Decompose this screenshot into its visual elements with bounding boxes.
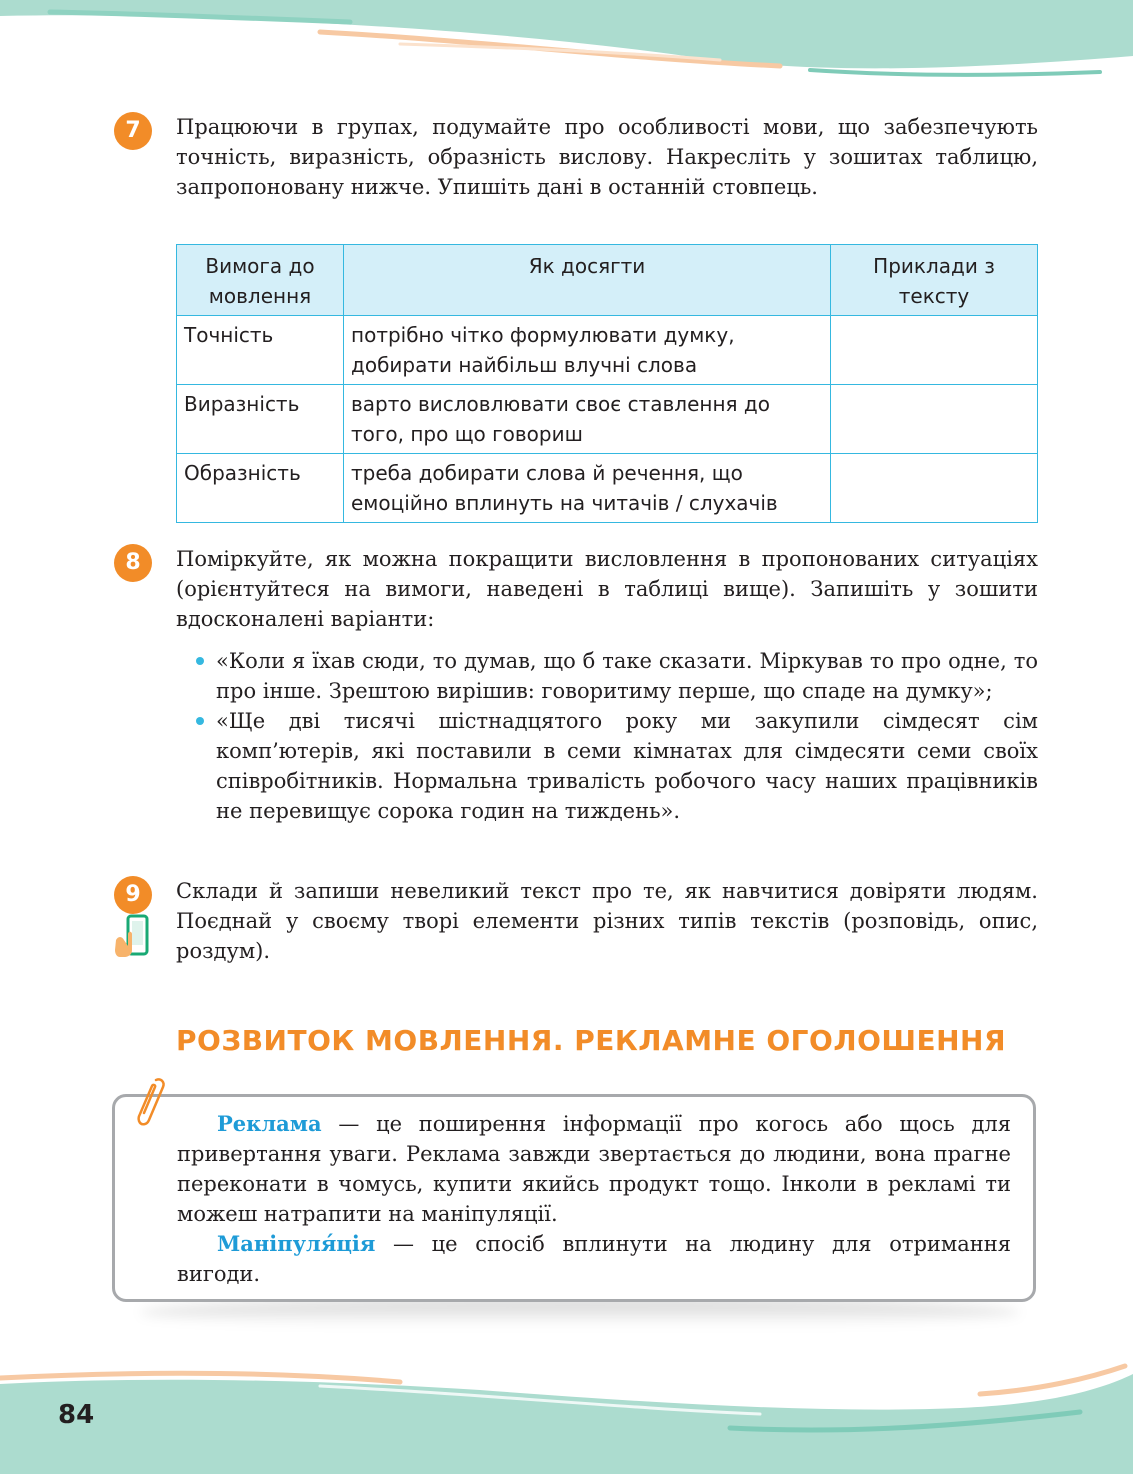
list-item <box>188 706 1038 826</box>
bullet-icon <box>196 717 204 725</box>
definition-box-shadow <box>140 1298 1020 1326</box>
task-8 <box>114 544 1038 634</box>
section-title: РОЗВИТОК МОВЛЕННЯ. РЕКЛАМНЕ ОГОЛОШЕННЯ <box>176 1024 1007 1057</box>
table-cell-how: варто висловлювати своє ставлення до того, про що говориш <box>344 385 831 454</box>
task-8-text: Поміркуйте, як можна покращити висловлення в пропонованих ситуаціях (орієнтуйтеся на вимоги, наведені в таблиці вище). Запишіть у зошити вдосконалені варіанти: <box>176 547 1038 631</box>
task-number-badge: 8 <box>114 544 152 582</box>
table-cell-how: потрібно чітко формулювати думку, добирати найбільш влучні слова <box>344 316 831 385</box>
task-9 <box>114 876 1038 966</box>
definition-paragraph <box>177 1229 1011 1289</box>
table-cell-examples <box>831 316 1038 385</box>
definition-box <box>112 1094 1036 1302</box>
table-row <box>177 385 1038 454</box>
table-cell-requirement: Точність <box>177 316 344 385</box>
task-number-badge: 7 <box>114 112 152 150</box>
task-7-text: Працюючи в групах, подумайте про особливості мови, що забезпечують точність, виразність, образність вислову. Накресліть у зошитах таблицю, запропоновану нижче. Упишіть дані в останній стовпець. <box>176 115 1038 199</box>
paperclip-icon <box>134 1076 168 1130</box>
table-header-row <box>177 245 1038 316</box>
task-9-text: Склади й запиши невеликий текст про те, як навчитися довіряти людям. Поєднай у своєму творі елементи різних типів текстів (розповідь, опис, роздум). <box>176 879 1038 963</box>
table-row <box>177 454 1038 523</box>
table-header-cell: Як досягти <box>344 245 831 316</box>
definition-term: Реклама <box>217 1111 322 1136</box>
requirements-table <box>176 244 1038 523</box>
table-header-cell: Вимога до мовлення <box>177 245 344 316</box>
table-cell-requirement: Образність <box>177 454 344 523</box>
table-cell-examples <box>831 385 1038 454</box>
table-cell-examples <box>831 454 1038 523</box>
task-8-bullet-list <box>188 646 1038 826</box>
definition-paragraph <box>177 1109 1011 1229</box>
definition-text: — це поширення інформації про когось або щось для привертання уваги. Реклама завжди звертається до людини, вона прагне переконати в чомусь, купити якийсь продукт тощо. Інколи в рекламі ти можеш натрапити на маніпуляції. <box>177 1112 1011 1226</box>
task-7 <box>114 112 1038 202</box>
table-cell-how: треба добирати слова й речення, що емоційно вплинуть на читачів / слухачів <box>344 454 831 523</box>
table-cell-requirement: Виразність <box>177 385 344 454</box>
bullet-icon <box>196 657 204 665</box>
list-item-text: «Ще дві тисячі шістнадцятого року ми закупили сімдесят сім комп’ютерів, які поставили в семи кімнатах для сімдесяти семи своїх співробітників. Нормальна тривалість робочого часу наших працівників не перевищує сорока годин на тиждень». <box>216 709 1038 823</box>
bottom-decoration <box>0 1354 1133 1474</box>
definition-text: — це спосіб вплинути на людину для отримання вигоди. <box>177 1232 1011 1286</box>
table-row <box>177 316 1038 385</box>
definition-term: Маніпуля́ція <box>217 1231 376 1256</box>
list-item-text: «Коли я їхав сюди, то думав, що б таке сказати. Міркував то про одне, то про інше. Зрештою вирішив: говоритиму перше, що спаде на думку»; <box>216 649 1038 703</box>
smartphone-tap-icon <box>114 914 150 958</box>
list-item <box>188 646 1038 706</box>
top-decoration <box>0 0 1133 110</box>
task-number-badge: 9 <box>114 876 152 914</box>
page-number: 84 <box>58 1400 95 1430</box>
table-header-cell: Приклади з тексту <box>831 245 1038 316</box>
